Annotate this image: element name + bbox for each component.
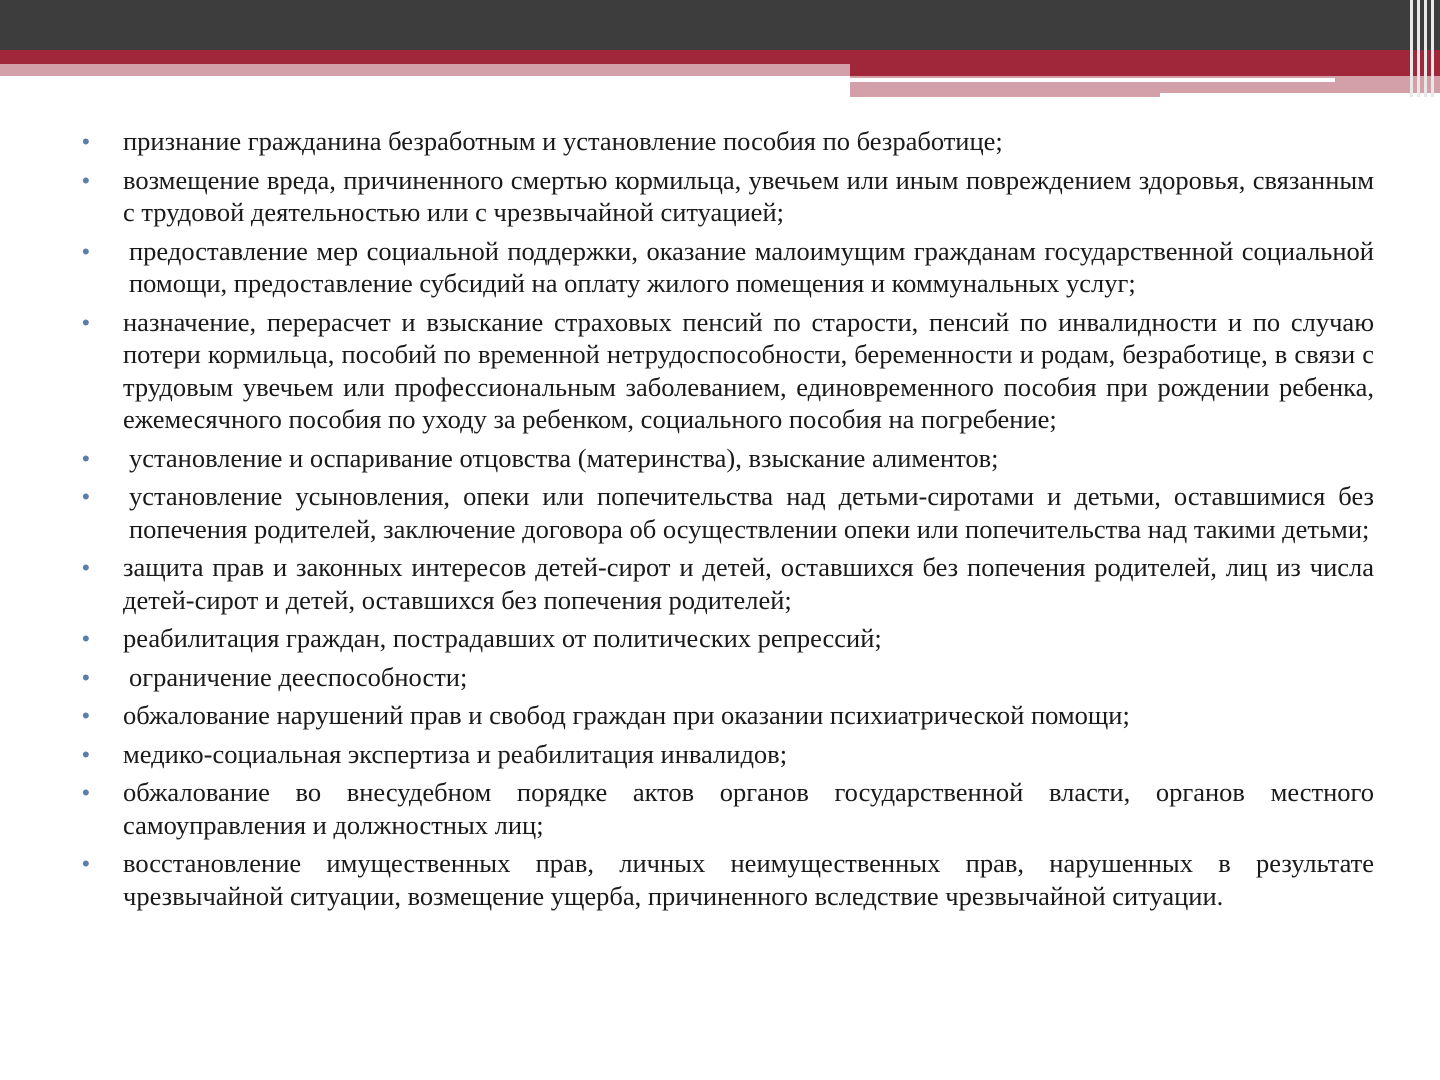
list-item (82, 847, 1374, 912)
header-dark-band (0, 0, 1440, 50)
slide-content (82, 125, 1374, 918)
list-item-text: медико-социальная экспертиза и реабилитация инвалидов; (123, 738, 788, 769)
list-item (82, 480, 1374, 545)
list-item (82, 235, 1374, 300)
bullet-icon: • (82, 309, 90, 335)
list-item-text: предоставление мер социальной поддержки, оказание малоимущим гражданам государственной социальной помощи, предоставление субсидий на оплату жилого помещения и коммунальных услуг; (129, 235, 1374, 298)
list-item (82, 661, 1374, 694)
bullet-icon: • (82, 664, 90, 690)
bullet-icon: • (82, 238, 90, 264)
list-item (82, 164, 1374, 229)
list-item-text: обжалование во внесудебном порядке актов органов государственной власти, органов местного самоуправления и должностных лиц; (123, 777, 1374, 840)
bullet-icon: • (82, 741, 90, 767)
list-item (82, 738, 1374, 771)
list-item (82, 699, 1374, 732)
header-white-line (850, 78, 1335, 82)
list-item-text: ограничение дееспособности; (129, 661, 468, 692)
list-item (82, 125, 1374, 158)
bullet-icon: • (82, 626, 90, 651)
list-item (82, 442, 1374, 475)
list-item-text: назначение, перерасчет и взыскание страховых пенсий по старости, пенсий по инвалидности и по случаю потери кормильца, пособий по временной нетрудоспособности, беременности и родам, безработице, в связи с трудовым увечьем или профессиональным заболеванием, единовременного пособия при рождении ребенка, ежемесячного пособия по уходу за ребенком, социального пособия на погребение; (123, 306, 1374, 434)
bullet-icon: • (82, 851, 90, 876)
list-item-text: обжалование нарушений прав и свобод граждан при оказании психиатрической помощи; (123, 700, 1130, 730)
header-corner-stripes (1404, 0, 1440, 97)
bullet-icon: • (82, 780, 90, 805)
bullet-icon: • (82, 703, 90, 728)
list-item-text: реабилитация граждан, пострадавших от политических репрессий; (123, 623, 882, 653)
header-red-band-step (850, 64, 1440, 76)
bullet-icon: • (82, 555, 90, 580)
bullet-icon: • (82, 484, 90, 509)
list-item-text: признание гражданина безработным и установление пособия по безработице; (123, 126, 1003, 156)
header-red-band (0, 50, 1440, 64)
bullet-icon: • (82, 129, 90, 154)
list-item-text: защита прав и законных интересов детей-сирот и детей, оставшихся без попечения родителей, лиц из числа детей-сирот и детей, оставшихся без попечения родителей; (123, 552, 1374, 615)
bullet-list (82, 125, 1374, 912)
bullet-icon: • (82, 167, 90, 193)
header-white-notch (1160, 93, 1440, 98)
list-item (82, 622, 1374, 655)
list-item-text: возмещение вреда, причиненного смертью кормильца, увечьем или иным повреждением здоровья, связанным с трудовой деятельностью или с чрезвычайной ситуацией; (123, 164, 1374, 227)
list-item-text: восстановление имущественных прав, личных неимущественных прав, нарушенных в результате чрезвычайной ситуации, возмещение ущерба, причиненного вследствие чрезвычайной ситуации. (123, 848, 1374, 911)
list-item-text: установление и оспаривание отцовства (материнства), взыскание алиментов; (129, 442, 999, 473)
list-item (82, 551, 1374, 616)
list-item-text: установление усыновления, опеки или попечительства над детьми-сиротами и детьми, оставшимися без попечения родителей, заключение договора об осуществлении опеки или попечительства над такими детьми; (129, 481, 1374, 544)
list-item (82, 776, 1374, 841)
bullet-icon: • (82, 445, 90, 471)
header-pink-band (0, 64, 850, 76)
list-item (82, 306, 1374, 436)
